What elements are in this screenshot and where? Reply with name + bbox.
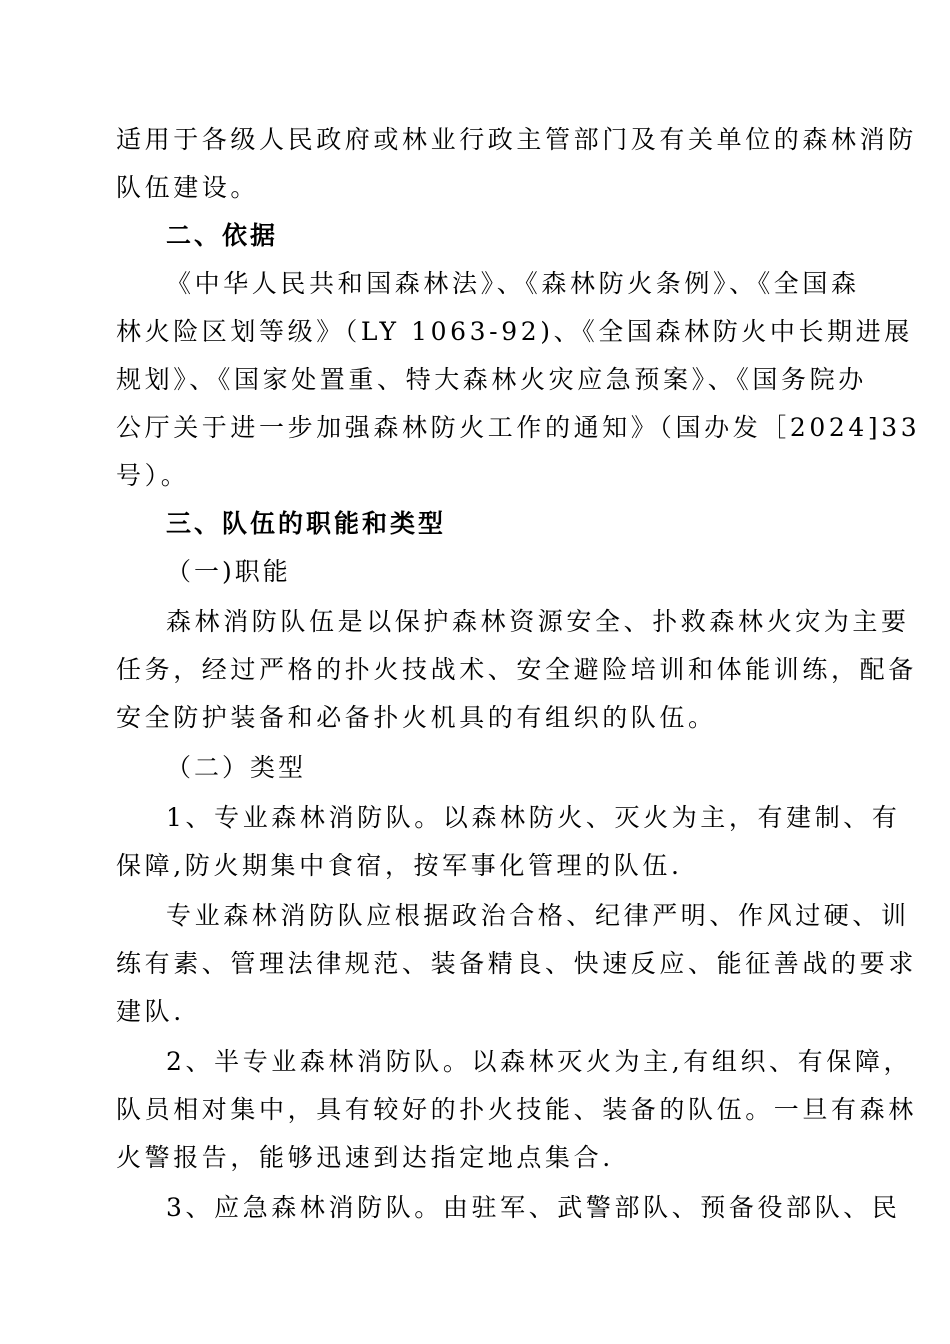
paragraph-line: 3、应急森林消防队。由驻军、武警部队、预备役部队、民 — [166, 1193, 901, 1222]
paragraph-line: 规划》、《国家处置重、特大森林火灾应急预案》、《国务院办 — [116, 365, 867, 394]
section-heading-functions-types: 三、队伍的职能和类型 — [166, 509, 447, 538]
paragraph-line: 1、专业森林消防队。以森林防火、灭火为主，有建制、有 — [166, 803, 901, 832]
subheading-types: （二）类型 — [166, 753, 307, 782]
paragraph-line: 火警报告，能够迅速到达指定地点集合. — [116, 1143, 614, 1172]
subheading-functions: （一)职能 — [166, 557, 291, 586]
paragraph-line: 队员相对集中，具有较好的扑火技能、装备的队伍。一旦有森林 — [116, 1095, 917, 1124]
paragraph-line: 安全防护装备和必备扑火机具的有组织的队伍。 — [116, 703, 717, 732]
paragraph-line: 号）。 — [116, 461, 190, 490]
paragraph-line: 保障,防火期集中食宿，按军事化管理的队伍. — [116, 851, 683, 880]
paragraph-line: 2、半专业森林消防队。以森林灭火为主,有组织、有保障， — [166, 1047, 913, 1076]
paragraph-line: 练有素、管理法律规范、装备精良、快速反应、能征善战的要求 — [116, 949, 917, 978]
paragraph-line: 公厅关于进一步加强森林防火工作的通知》（国办发［2024]33 — [116, 413, 921, 442]
paragraph-line: 林火险区划等级》（LY 1063-92)、《全国森林防火中长期进展 — [116, 317, 913, 346]
paragraph-line: 森林消防队伍是以保护森林资源安全、扑救森林火灾为主要 — [166, 607, 910, 636]
section-heading-basis: 二、依据 — [166, 221, 279, 250]
paragraph-line: 建队. — [116, 997, 185, 1026]
paragraph-line: 专业森林消防队应根据政治合格、纪律严明、作风过硬、训 — [166, 901, 910, 930]
paragraph-line: 适用于各级人民政府或林业行政主管部门及有关单位的森林消防 — [116, 125, 917, 154]
paragraph-line: 队伍建设。 — [116, 173, 260, 202]
paragraph-line: 任务，经过严格的扑火技战术、安全避险培训和体能训练，配备 — [116, 655, 917, 684]
paragraph-line: 《中华人民共和国森林法》、《森林防火条例》、《全国森 — [166, 269, 860, 298]
